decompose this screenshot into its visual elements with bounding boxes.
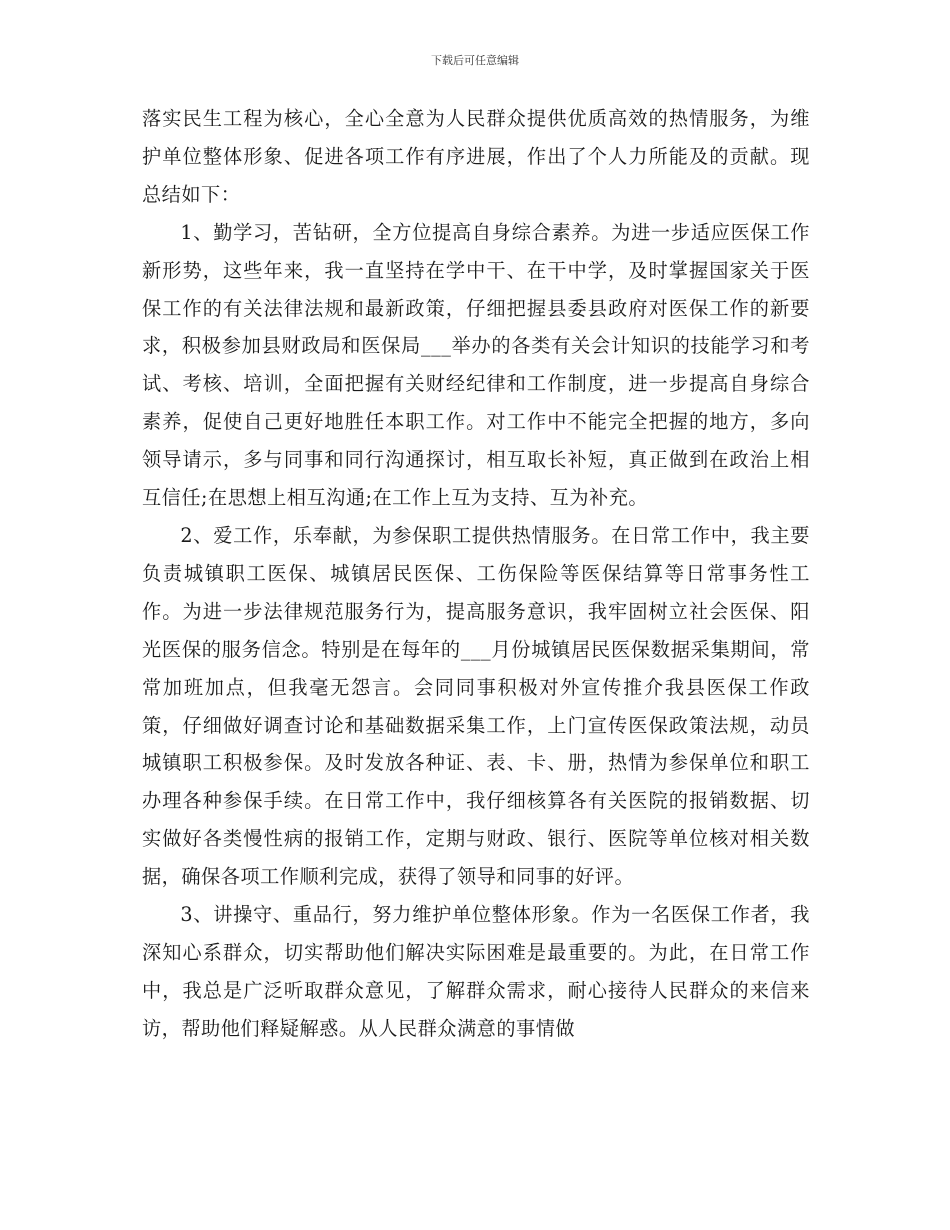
- paragraph-conduct: 3、讲操守、重品行，努力维护单位整体形象。作为一名医保工作者，我深知心系群众，切实帮助他们解决实际困难是最重要的。为此，在日常工作中，我总是广泛听取群众意见，了解群众需求，耐心接待人民群众的来信来访，帮助他们释疑解惑。从人民群众满意的事情做: [142, 903, 810, 1040]
- paragraph-work: 2、爱工作，乐奉献，为参保职工提供热情服务。在日常工作中，我主要负责城镇职工医保、城镇居民医保、工伤保险等医保结算等日常事务性工作。为进一步法律规范服务行为，提高服务意识，我牢固树立社会医保、阳光医保的服务信念。特别是在每年的___月份城镇居民医保数据采集期间，常常加班加点，但我毫无怨言。会同同事积极对外宣传推介我县医保工作政策，仔细做好调查讨论和基础数据采集工作，上门宣传医保政策法规，动员城镇职工积极参保。及时发放各种证、表、卡、册，热情为参保单位和职工办理各种参保手续。在日常工作中，我仔细核算各有关医院的报销数据、切实做好各类慢性病的报销工作，定期与财政、银行、医院等单位核对相关数据，确保各项工作顺利完成，获得了领导和同事的好评。: [142, 523, 810, 889]
- page-header-note: 下载后可任意编辑: [431, 54, 519, 67]
- document-body: [142, 100, 810, 1048]
- paragraph-study: 1、勤学习，苦钻研，全方位提高自身综合素养。为进一步适应医保工作新形势，这些年来，我一直坚持在学中干、在干中学，及时掌握国家关于医保工作的有关法律法规和最新政策，仔细把握县委县政府对医保工作的新要求，积极参加县财政局和医保局___举办的各类有关会计知识的技能学习和考试、考核、培训，全面把握有关财经纪律和工作制度，进一步提高自身综合素养，促使自己更好地胜任本职工作。对工作中不能完全把握的地方，多向领导请示，多与同事和同行沟通探讨，相互取长补短，真正做到在政治上相互信任;在思想上相互沟通;在工作上互为支持、互为补充。: [142, 220, 810, 510]
- paragraph-intro: 落实民生工程为核心，全心全意为人民群众提供优质高效的热情服务，为维护单位整体形象、促进各项工作有序进展，作出了个人力所能及的贡献。现总结如下：: [142, 107, 810, 206]
